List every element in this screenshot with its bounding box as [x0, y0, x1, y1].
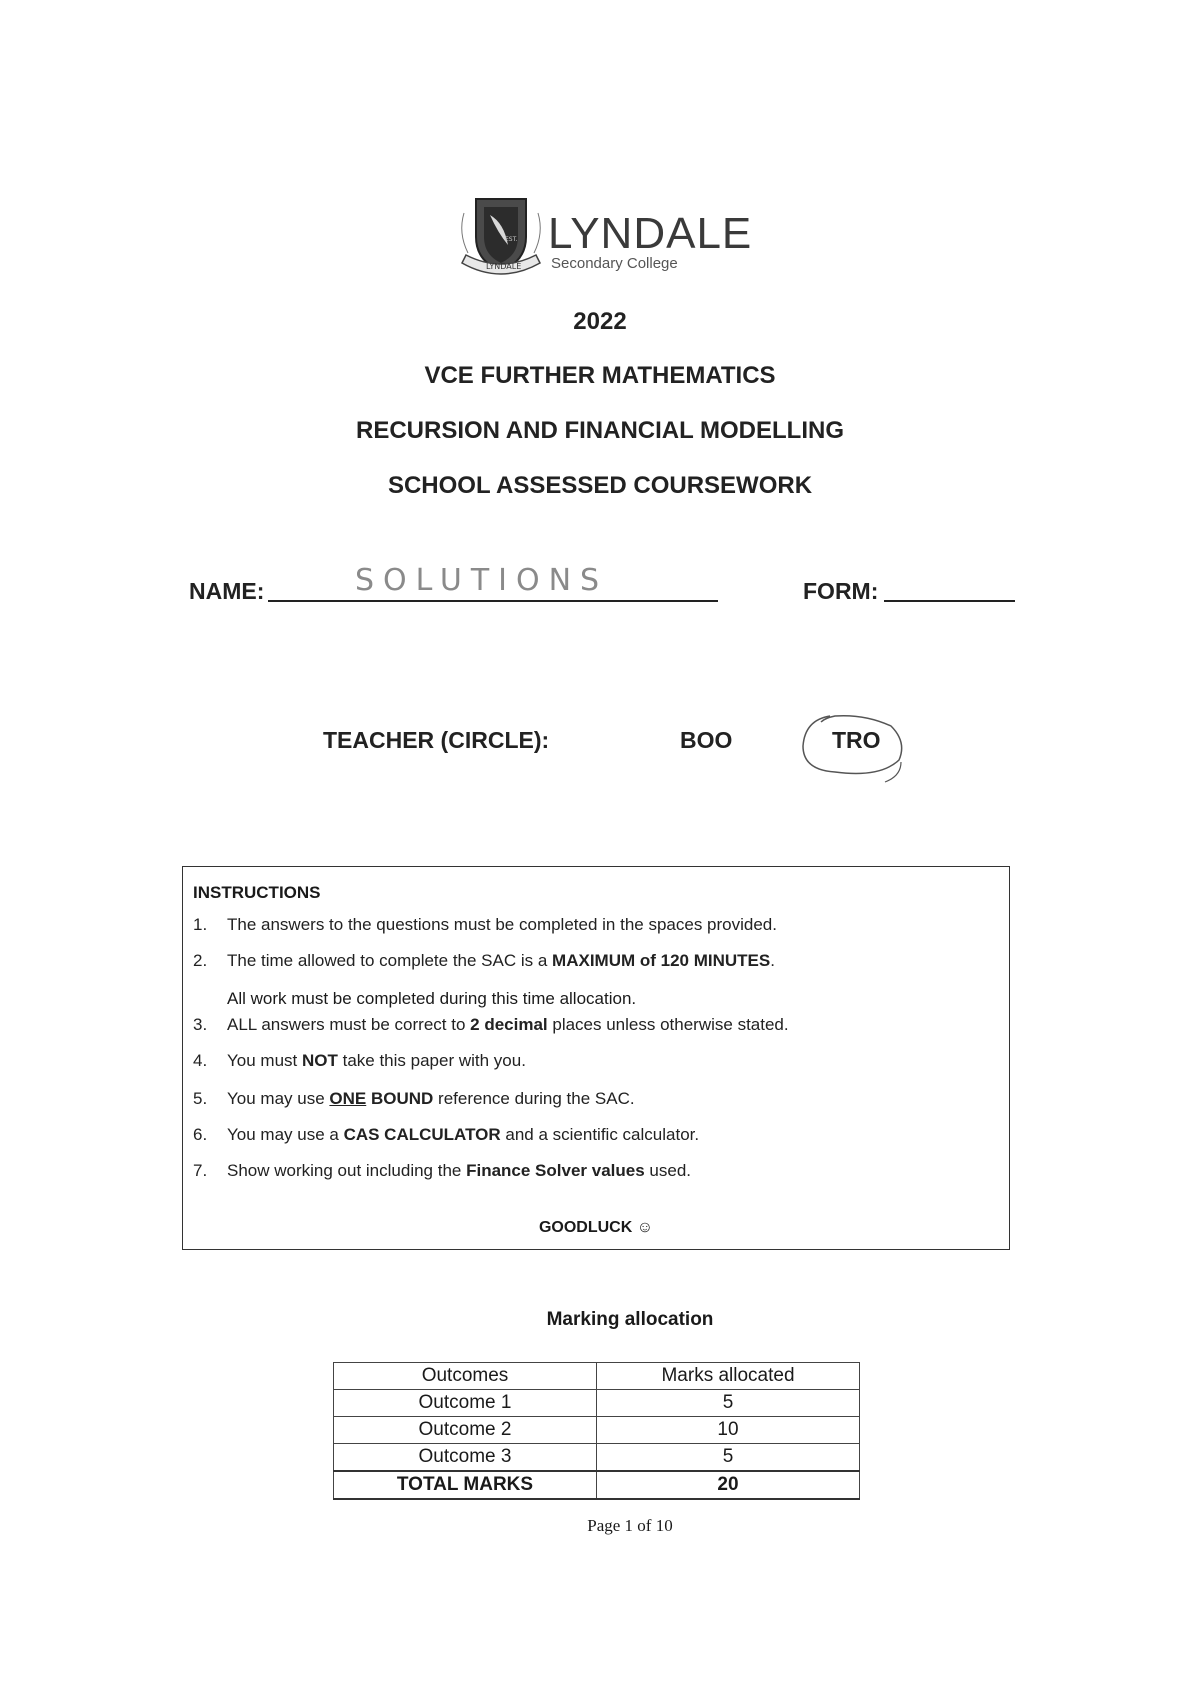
instruction-item — [193, 951, 775, 971]
table-total-row — [334, 1471, 860, 1499]
instruction-number: 6. — [193, 1125, 208, 1144]
instruction-text-part: You must — [227, 1051, 302, 1070]
instruction-text: All work must be completed during this time allocation. — [227, 989, 637, 1008]
form-field-line[interactable] — [884, 600, 1015, 602]
instruction-text-part: 2 decimal — [470, 1015, 548, 1034]
instruction-text-part: NOT — [301, 1051, 338, 1070]
school-crest-icon — [456, 193, 546, 283]
teacher-label: TEACHER (CIRCLE): — [323, 727, 550, 753]
subject-title: VCE FURTHER MATHEMATICS — [424, 362, 776, 389]
name-field-line[interactable] — [268, 600, 718, 602]
instruction-item — [193, 915, 777, 935]
form-label: FORM: — [803, 578, 879, 604]
instruction-item — [193, 1015, 789, 1035]
instructions-title: INSTRUCTIONS — [193, 883, 321, 902]
page-number: Page 1 of 10 — [587, 1516, 673, 1535]
total-label-cell: TOTAL MARKS — [334, 1471, 597, 1499]
instruction-text-part: places unless otherwise stated. — [547, 1015, 789, 1034]
hand-drawn-circle-icon — [795, 712, 910, 792]
instruction-text-part: ONE — [329, 1089, 367, 1108]
marks-cell: 5 — [597, 1390, 860, 1417]
table-row — [334, 1444, 860, 1472]
svg-text:EST.: EST. — [505, 236, 518, 243]
school-name: LYNDALE — [548, 209, 753, 258]
instruction-text-part: Show working out including the — [227, 1161, 467, 1180]
outcome-cell: Outcome 2 — [334, 1417, 597, 1444]
instruction-text-part: reference during the SAC. — [433, 1089, 635, 1108]
instruction-number: 5. — [193, 1089, 208, 1108]
instruction-text-part: and a scientific calculator. — [500, 1125, 700, 1144]
instruction-text-part: Finance Solver values — [466, 1161, 645, 1180]
outcome-cell: Outcome 3 — [334, 1444, 597, 1472]
instruction-text-part: ALL answers must be correct to — [227, 1015, 471, 1034]
instruction-number: 4. — [193, 1051, 208, 1070]
instruction-text-part: You may use — [227, 1089, 330, 1108]
svg-text:LYNDALE: LYNDALE — [486, 262, 522, 271]
marks-cell: 10 — [597, 1417, 860, 1444]
instruction-item — [193, 1051, 526, 1071]
instruction-text-part: BOUND — [370, 1089, 434, 1108]
goodluck-text: GOODLUCK ☺ — [538, 1219, 654, 1236]
marks-cell: 5 — [597, 1444, 860, 1472]
instruction-text-part: The time allowed to complete the SAC is a — [227, 951, 553, 970]
instruction-item — [193, 1161, 691, 1181]
column-header-marks: Marks allocated — [597, 1363, 860, 1390]
teacher-option-boo: BOO — [680, 727, 733, 753]
teacher-option-tro: TRO — [832, 727, 881, 753]
outcome-cell: Outcome 1 — [334, 1390, 597, 1417]
exam-year: 2022 — [573, 308, 627, 335]
marking-table — [333, 1362, 860, 1500]
instruction-text-part: used. — [644, 1161, 691, 1180]
name-label: NAME: — [189, 578, 265, 604]
name-field-value: SOLUTIONS — [355, 563, 609, 598]
instruction-item — [193, 1125, 699, 1145]
instruction-text-part: take this paper with you. — [337, 1051, 526, 1070]
topic-title: RECURSION AND FINANCIAL MODELLING — [356, 417, 844, 444]
instruction-number: 7. — [193, 1161, 208, 1180]
assessment-title: SCHOOL ASSESSED COURSEWORK — [387, 472, 813, 499]
instruction-number: 2. — [193, 951, 208, 970]
instruction-item — [227, 989, 636, 1009]
table-row — [334, 1390, 860, 1417]
instruction-text-part: . — [770, 951, 775, 970]
instruction-text-part: MAXIMUM of 120 MINUTES — [552, 951, 771, 970]
instruction-number: 3. — [193, 1015, 208, 1034]
total-marks-cell: 20 — [597, 1471, 860, 1499]
instruction-text-part: CAS CALCULATOR — [343, 1125, 501, 1144]
marking-allocation-title: Marking allocation — [546, 1309, 714, 1330]
instruction-text-part: You may use a — [227, 1125, 344, 1144]
table-header-row — [334, 1363, 860, 1390]
school-subtitle: Secondary College — [551, 255, 678, 272]
table-row — [334, 1417, 860, 1444]
school-logo — [456, 193, 756, 283]
instruction-item — [193, 1089, 635, 1109]
column-header-outcomes: Outcomes — [334, 1363, 597, 1390]
instruction-text: The answers to the questions must be completed in the spaces provided. — [227, 915, 777, 934]
instruction-number: 1. — [193, 915, 208, 934]
instructions-box — [182, 866, 1010, 1250]
